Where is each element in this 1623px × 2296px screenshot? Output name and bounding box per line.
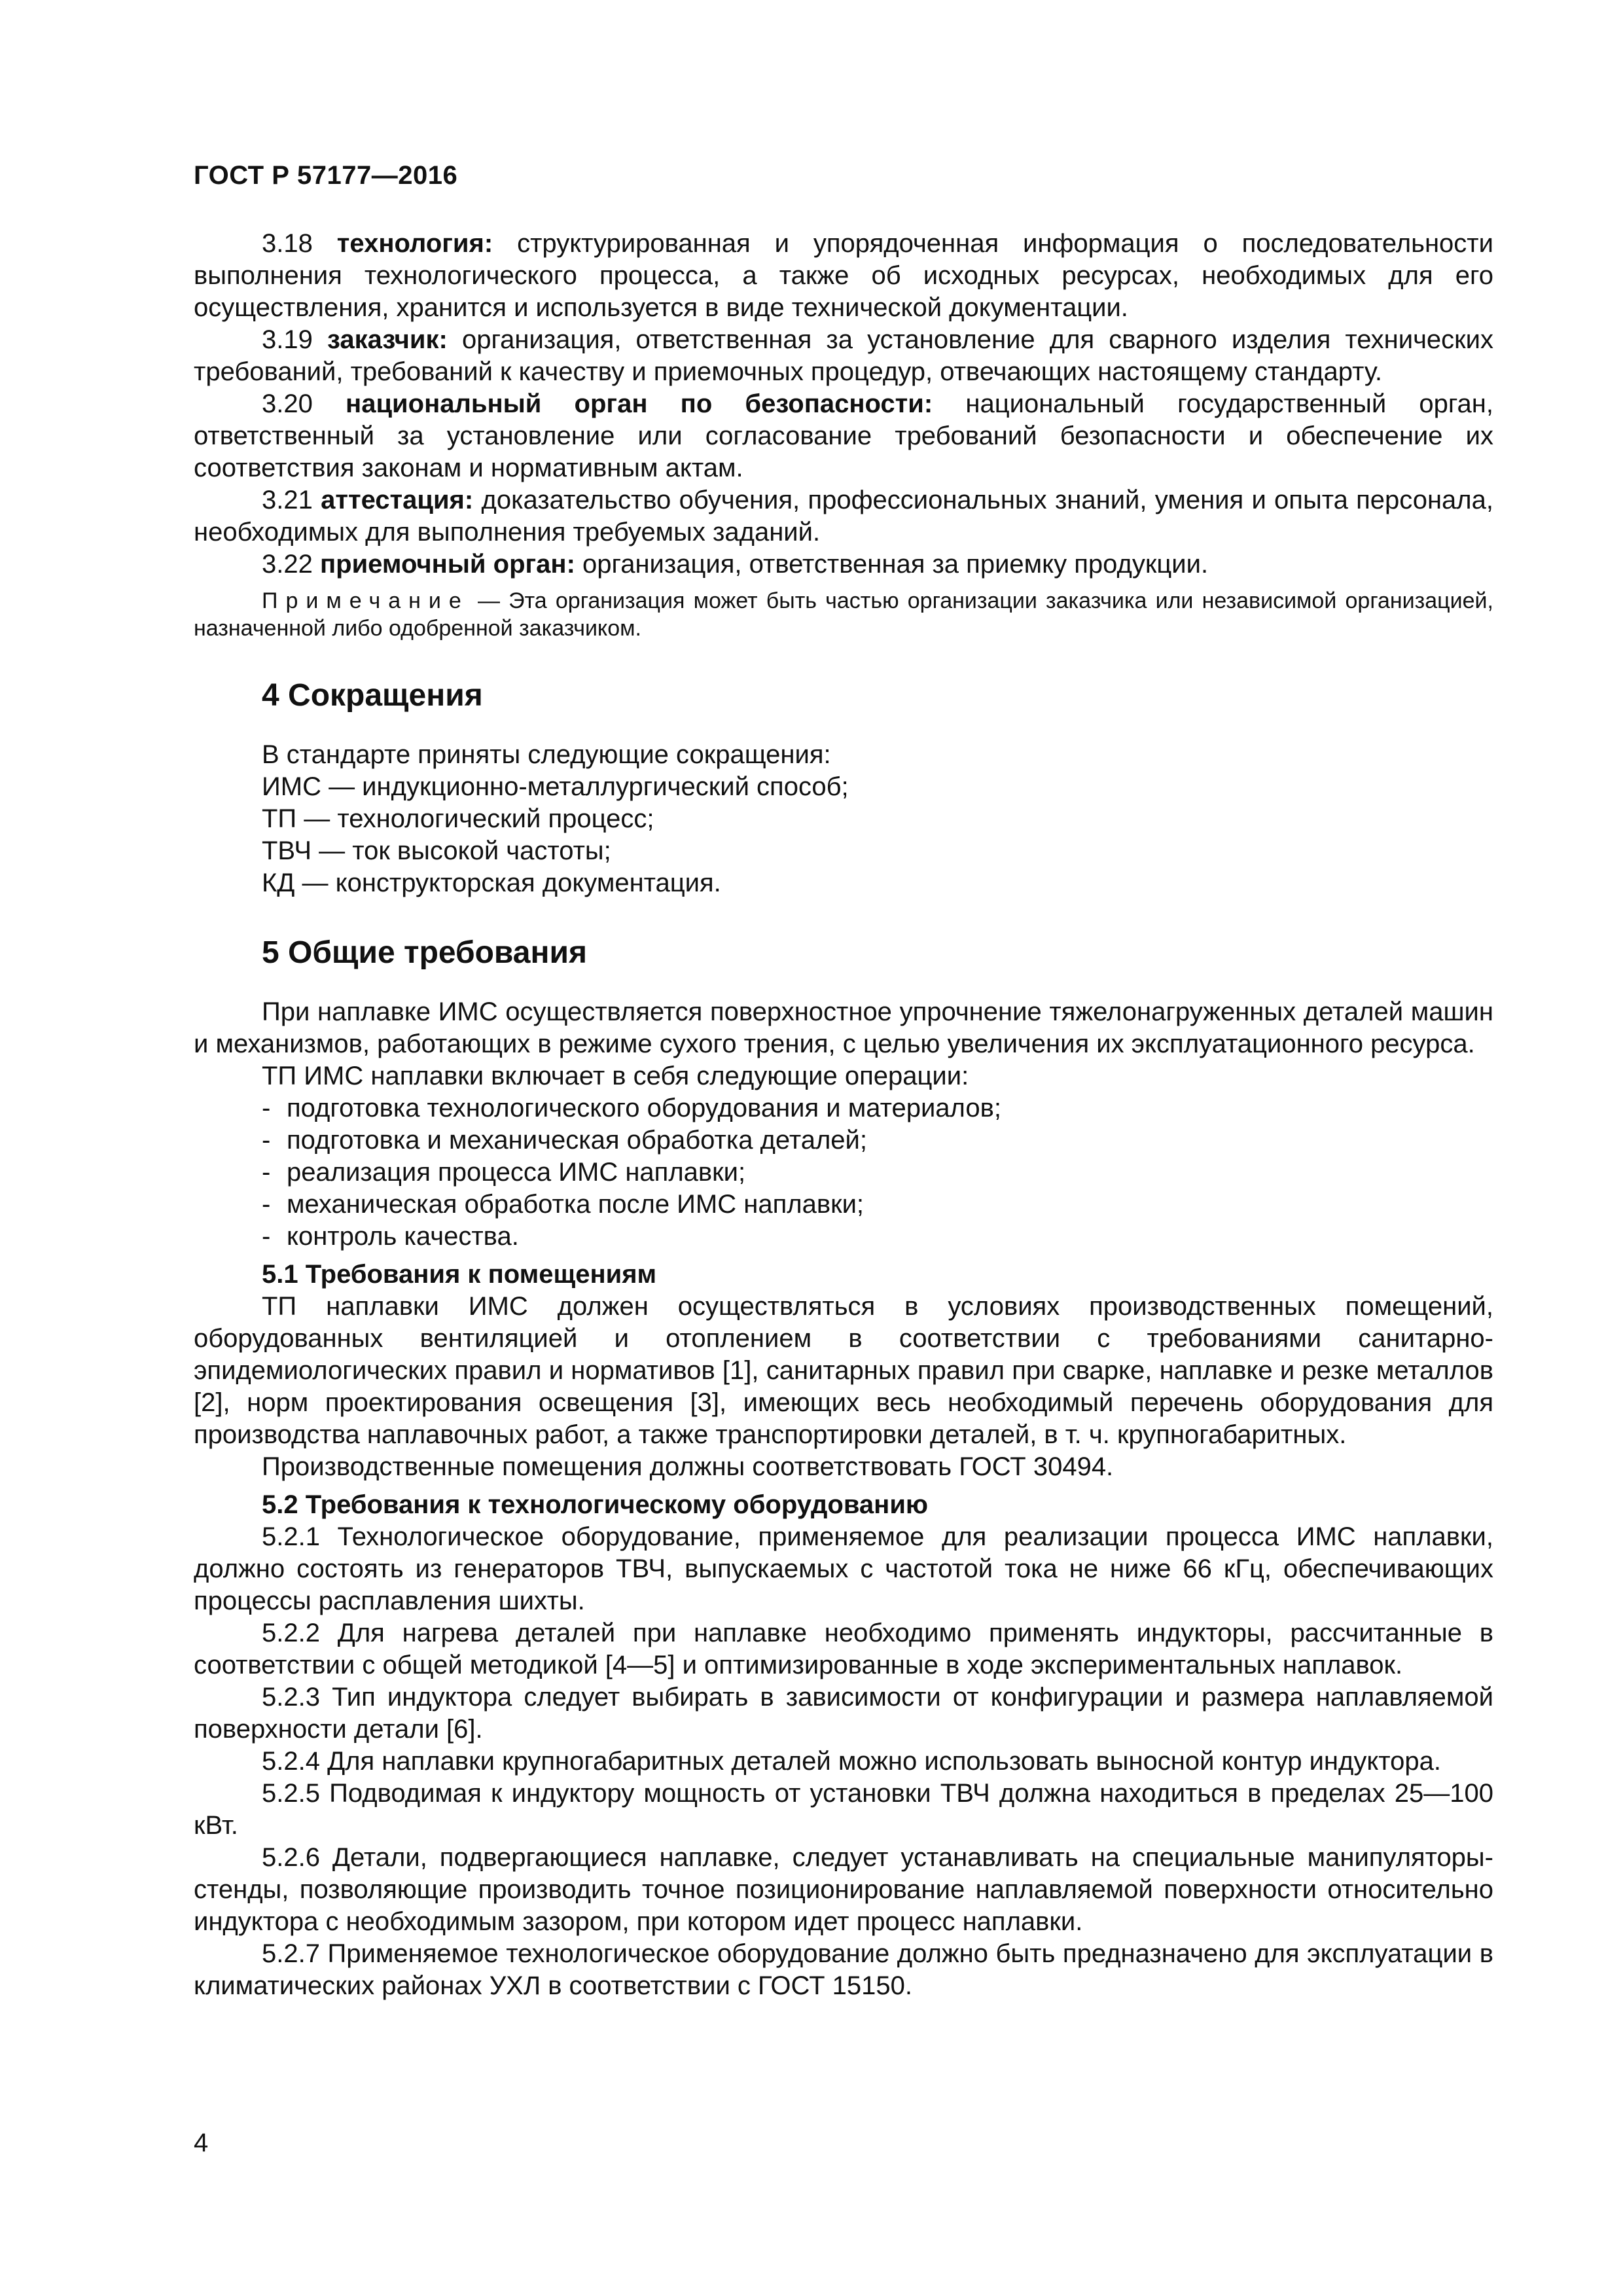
section-5-intro: При наплавке ИМС осуществляется поверхностное упрочнение тяжелонагруженных деталей машин и механизмов, работающих в режиме сухого трения, с целью увеличения их эксплуатационного ресурса. [194, 997, 1493, 1058]
definition-text: организация, ответственная за установление для сварного изделия технических требований, требований к качеству и приемочных процедур, отвечающих настоящему стандарту. [194, 325, 1493, 386]
section-4-intro: В стандарте приняты следующие сокращения: [262, 740, 831, 769]
definition-number: 3.18 [262, 229, 313, 258]
note-text: — Эта организация может быть частью организации заказчика или независимой организацией, назначенной либо одобренной заказчиком. [194, 588, 1493, 641]
list-item [262, 1189, 1493, 1221]
dash-marker: - [262, 1190, 271, 1219]
abbreviation-item: ТП — технологический процесс; [262, 804, 654, 833]
page-number: 4 [194, 2128, 209, 2157]
clause-5-2-6: 5.2.6 Детали, подвергающиеся наплавке, следует устанавливать на специальные манипуляторы-стенды, позволяющие производить точное позиционирование наплавляемой поверхности относительно индуктора с необходимым зазором, при котором идет процесс наплавки. [194, 1843, 1493, 1936]
abbreviation-item: ИМС — индукционно-металлургический способ; [262, 772, 849, 801]
definition-number: 3.19 [262, 325, 313, 354]
page-content [194, 228, 1493, 2002]
definition-term: национальный орган по безопасности: [346, 389, 933, 418]
definition-number: 3.21 [262, 486, 313, 514]
subsection-5-1-title: 5.1 Требования к помещениям [262, 1260, 657, 1289]
definition-number: 3.22 [262, 550, 313, 579]
dash-marker: - [262, 1126, 271, 1155]
list-item-text: реализация процесса ИМС наплавки; [287, 1158, 746, 1187]
subsection-5-1-paragraph: Производственные помещения должны соответствовать ГОСТ 30494. [262, 1452, 1114, 1481]
clause-5-2-5: 5.2.5 Подводимая к индуктору мощность от установки ТВЧ должна находиться в пределах 25—100 кВт. [194, 1779, 1493, 1840]
definition-3-22 [194, 548, 1493, 581]
definition-term: приемочный орган: [319, 550, 575, 579]
list-item [262, 1124, 1493, 1157]
definition-text: доказательство обучения, профессиональных знаний, умения и опыта персонала, необходимых для выполнения требуемых заданий. [194, 486, 1493, 547]
definition-number: 3.20 [262, 389, 313, 418]
clause-5-2-2: 5.2.2 Для нагрева деталей при наплавке необходимо применять индукторы, рассчитанные в соответствии с общей методикой [4—5] и оптимизированные в ходе экспериментальных наплавок. [194, 1619, 1493, 1679]
list-item [262, 1221, 1493, 1253]
dash-marker: - [262, 1222, 271, 1251]
operations-list [194, 1092, 1493, 1253]
definition-text: национальный государственный орган, ответственный за установление или согласование требований безопасности и обеспечение их соответствия законам и нормативным актам. [194, 389, 1493, 482]
subsection-5-1-paragraph: ТП наплавки ИМС должен осуществляться в условиях производственных помещений, оборудованных вентиляцией и отоплением в соответствии с требованиями санитарно-эпидемиологических правил и нормативов [1], санитарных правил при сварке, наплавке и резке металлов [2], норм проектирования освещения [3], имеющих весь необходимый перечень оборудования для производства наплавочных работ, а также транспортировки деталей, в т. ч. крупногабаритных. [194, 1292, 1493, 1449]
definition-3-18 [194, 228, 1493, 324]
dash-marker: - [262, 1094, 271, 1122]
subsection-5-2-title: 5.2 Требования к технологическому оборудованию [262, 1490, 929, 1519]
abbreviation-item: КД — конструкторская документация. [262, 869, 721, 897]
note-label: Примечание [262, 588, 469, 613]
definition-3-21 [194, 484, 1493, 548]
section-5-ops-intro: ТП ИМС наплавки включает в себя следующие операции: [262, 1062, 969, 1090]
definition-text: структурированная и упорядоченная информация о последовательности выполнения технологического процесса, а также об исходных ресурсах, необходимых для его осуществления, хранится и используется в виде технической документации. [194, 229, 1493, 322]
list-item-text: контроль качества. [287, 1222, 519, 1251]
definition-term: заказчик: [327, 325, 448, 354]
list-item [262, 1157, 1493, 1189]
clause-5-2-3: 5.2.3 Тип индуктора следует выбирать в зависимости от конфигурации и размера наплавляемой поверхности детали [6]. [194, 1683, 1493, 1744]
section-4-title: 4 Сокращения [262, 678, 483, 713]
clause-5-2-4: 5.2.4 Для наплавки крупногабаритных деталей можно использовать выносной контур индуктора. [262, 1747, 1442, 1776]
list-item-text: подготовка технологического оборудования и материалов; [287, 1094, 1001, 1122]
clause-5-2-1: 5.2.1 Технологическое оборудование, применяемое для реализации процесса ИМС наплавки, должно состоять из генераторов ТВЧ, выпускаемых с частотой тока не ниже 66 кГц, обеспечивающих процессы расплавления шихты. [194, 1522, 1493, 1615]
note [194, 587, 1493, 642]
list-item [262, 1092, 1493, 1124]
dash-marker: - [262, 1158, 271, 1187]
definition-3-19 [194, 324, 1493, 388]
list-item-text: подготовка и механическая обработка деталей; [287, 1126, 867, 1155]
definition-term: технология: [336, 229, 493, 258]
definition-3-20 [194, 388, 1493, 484]
abbreviation-item: ТВЧ — ток высокой частоты; [262, 836, 611, 865]
clause-5-2-7: 5.2.7 Применяемое технологическое оборудование должно быть предназначено для эксплуатации в климатических районах УХЛ в соответствии с ГОСТ 15150. [194, 1939, 1493, 2000]
definition-term: аттестация: [321, 486, 474, 514]
list-item-text: механическая обработка после ИМС наплавки; [287, 1190, 865, 1219]
definition-text: организация, ответственная за приемку продукции. [582, 550, 1209, 579]
document-header: ГОСТ Р 57177—2016 [194, 161, 458, 190]
section-5-title: 5 Общие требования [262, 935, 587, 970]
